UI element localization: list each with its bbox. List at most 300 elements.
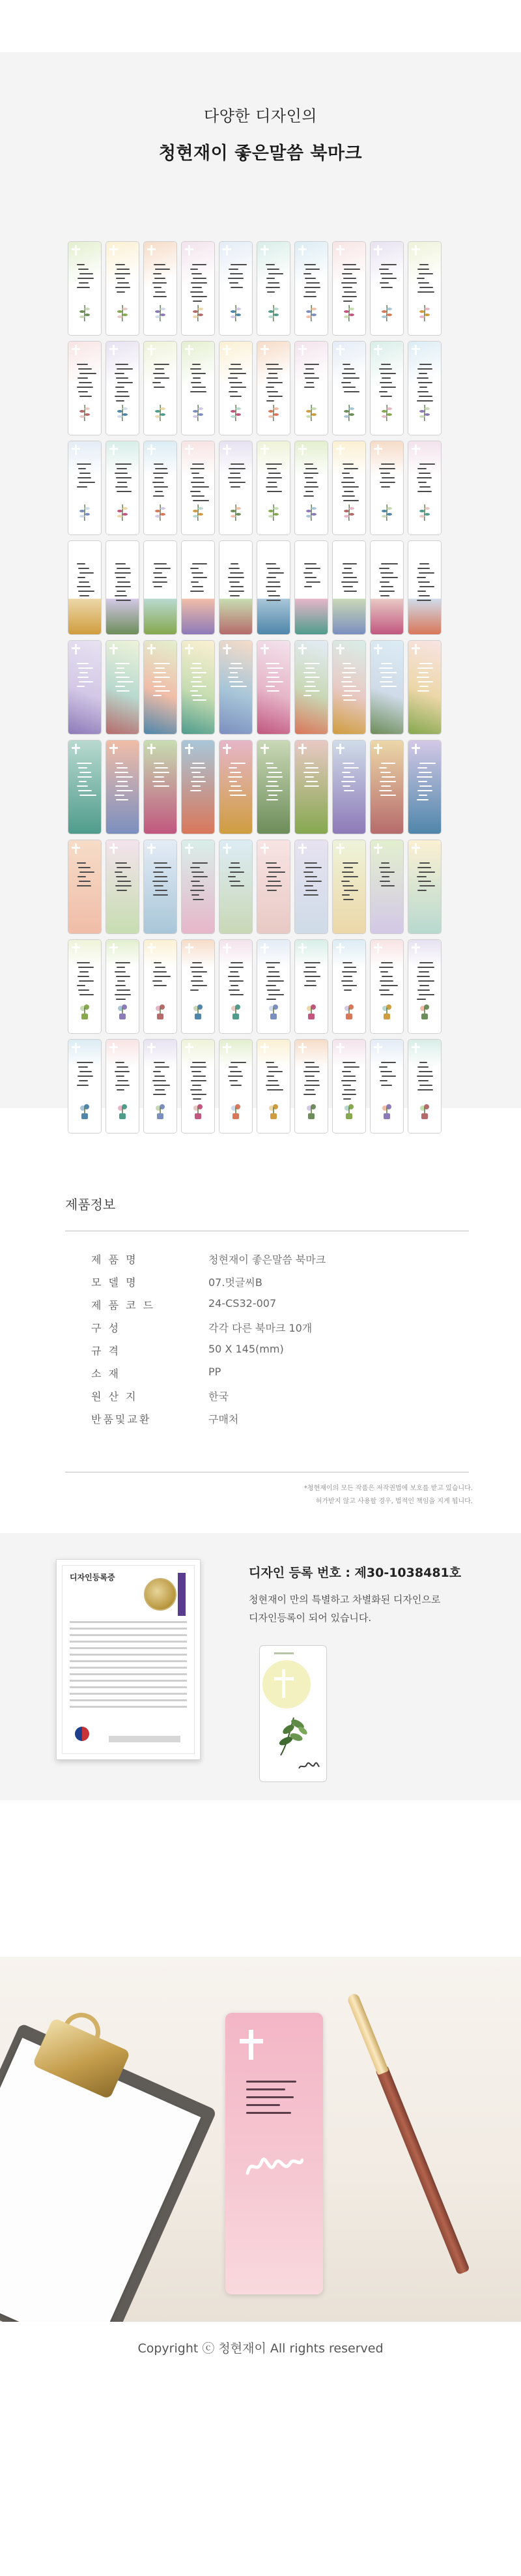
bookmark-thumbnail bbox=[68, 1039, 102, 1134]
cross-icon bbox=[415, 943, 417, 954]
bookmark-thumbnail bbox=[219, 1039, 253, 1134]
calligraphy-lines bbox=[266, 264, 283, 296]
cross-icon bbox=[113, 544, 115, 555]
calligraphy-lines bbox=[228, 364, 245, 400]
cross-bar bbox=[223, 448, 231, 450]
calligraphy-lines bbox=[190, 663, 207, 704]
cross-bar bbox=[412, 448, 420, 450]
bookmark-thumbnail bbox=[68, 640, 102, 735]
plant-illustration-icon bbox=[191, 1102, 205, 1120]
bookmark-thumbnail bbox=[294, 939, 328, 1034]
bookmark-thumbnail bbox=[143, 840, 177, 934]
bookmark-thumbnail bbox=[408, 740, 442, 834]
cross-bar bbox=[260, 448, 269, 450]
plant-illustration-icon bbox=[153, 503, 167, 521]
cross-icon bbox=[226, 245, 228, 256]
bookmark-thumbnail bbox=[332, 441, 366, 535]
calligraphy-lines bbox=[341, 1062, 358, 1103]
bookmark-thumbnail bbox=[257, 840, 290, 934]
cross-icon bbox=[188, 345, 190, 355]
cross-icon bbox=[75, 744, 77, 754]
calligraphy-lines bbox=[152, 264, 169, 300]
info-key: 제 품 명 bbox=[91, 1253, 138, 1266]
cross-icon bbox=[339, 544, 341, 555]
calligraphy-lines bbox=[341, 962, 358, 994]
bookmark-thumbnail bbox=[332, 740, 366, 834]
plant-illustration-icon bbox=[304, 503, 318, 521]
calligraphy-lines bbox=[379, 763, 396, 799]
bookmark-thumbnail bbox=[219, 441, 253, 535]
bookmark-thumbnail bbox=[257, 441, 290, 535]
calligraphy-lines bbox=[228, 763, 245, 799]
cross-icon bbox=[282, 1669, 285, 1698]
bookmark-thumbnail bbox=[257, 640, 290, 735]
cross-icon bbox=[150, 245, 152, 256]
bookmark-thumbnail bbox=[106, 241, 139, 336]
bookmark-thumbnail bbox=[257, 1039, 290, 1134]
cross-bar bbox=[298, 1046, 307, 1048]
plant-illustration-icon bbox=[77, 503, 92, 521]
calligraphy-lines bbox=[115, 663, 132, 695]
info-row bbox=[91, 1366, 456, 1388]
cross-icon bbox=[264, 1043, 266, 1053]
cross-bar bbox=[260, 1046, 269, 1048]
plant-illustration-icon bbox=[153, 304, 167, 322]
calligraphy-lines bbox=[77, 862, 94, 890]
plant-illustration-icon bbox=[229, 503, 243, 521]
cross-icon bbox=[75, 943, 77, 954]
calligraphy-lines bbox=[417, 364, 434, 405]
calligraphy-lines bbox=[115, 364, 132, 405]
plant-illustration-icon bbox=[77, 1102, 92, 1120]
calligraphy-lines bbox=[303, 663, 320, 699]
plant-illustration-icon bbox=[266, 1102, 281, 1120]
registration-certificate-image bbox=[56, 1559, 201, 1760]
bookmark-thumbnail bbox=[332, 1039, 366, 1134]
calligraphy-lines bbox=[303, 364, 320, 391]
cross-icon bbox=[226, 445, 228, 455]
plant-illustration-icon bbox=[380, 1002, 394, 1020]
cross-bar bbox=[109, 448, 118, 450]
plant-illustration-icon bbox=[77, 1002, 92, 1020]
cross-bar bbox=[336, 1046, 345, 1048]
notice-line-1: *청현재이의 모든 작품은 저작권법에 보호를 받고 있습니다. bbox=[303, 1485, 473, 1492]
government-emblem-icon bbox=[75, 1727, 89, 1741]
calligraphy-lines bbox=[417, 663, 434, 695]
cross-bar bbox=[72, 747, 80, 749]
cross-icon bbox=[188, 644, 190, 654]
bookmark-thumbnail bbox=[68, 441, 102, 535]
cross-bar bbox=[260, 647, 269, 649]
plant-illustration-icon bbox=[77, 403, 92, 422]
cross-icon bbox=[150, 544, 152, 555]
info-key: 규 격 bbox=[91, 1345, 120, 1357]
cross-icon bbox=[264, 544, 266, 555]
cross-bar bbox=[240, 2039, 263, 2043]
cross-bar bbox=[374, 348, 382, 350]
calligraphy-lines bbox=[303, 1062, 320, 1098]
cross-icon bbox=[188, 843, 190, 854]
calligraphy-lines bbox=[266, 1062, 283, 1094]
plant-illustration-icon bbox=[229, 304, 243, 322]
plant-illustration-icon bbox=[191, 503, 205, 521]
calligraphy-lines bbox=[303, 763, 320, 790]
gallery-title: 청현재이 좋은말씀 북마크 bbox=[158, 143, 363, 164]
cross-icon bbox=[264, 345, 266, 355]
cross-icon bbox=[415, 245, 417, 256]
info-value: 07.멋글씨B bbox=[208, 1276, 262, 1289]
plant-illustration-icon bbox=[153, 1102, 167, 1120]
plant-illustration-icon bbox=[342, 304, 356, 322]
cross-bar bbox=[298, 548, 307, 549]
cross-icon bbox=[188, 744, 190, 754]
cross-bar bbox=[72, 248, 80, 250]
calligraphy-lines bbox=[341, 463, 358, 505]
cross-bar bbox=[147, 548, 156, 549]
cross-bar bbox=[109, 348, 118, 350]
calligraphy-lines bbox=[77, 1062, 94, 1089]
plant-illustration-icon bbox=[380, 403, 394, 422]
cross-icon bbox=[415, 843, 417, 854]
cross-bar bbox=[223, 747, 231, 749]
bookmark-thumbnail bbox=[106, 341, 139, 435]
plant-illustration-icon bbox=[115, 403, 130, 422]
design-registration-section bbox=[0, 1533, 521, 1800]
bookmark-thumbnail bbox=[106, 939, 139, 1034]
plant-illustration-icon bbox=[191, 304, 205, 322]
calligraphy-lines bbox=[417, 962, 434, 1003]
plant-illustration-icon bbox=[342, 1002, 356, 1020]
cross-bar bbox=[72, 548, 80, 549]
cross-bar bbox=[109, 1046, 118, 1048]
cross-icon bbox=[75, 1043, 77, 1053]
info-key: 소 재 bbox=[91, 1368, 120, 1380]
cross-bar bbox=[274, 1677, 294, 1680]
bookmark-thumbnail bbox=[408, 540, 442, 635]
plant-illustration-icon bbox=[77, 304, 92, 322]
cross-icon bbox=[264, 744, 266, 754]
cross-bar bbox=[147, 1046, 156, 1048]
bookmark-thumbnail bbox=[219, 341, 253, 435]
calligraphy-lines bbox=[303, 264, 320, 300]
cross-bar bbox=[185, 946, 193, 948]
bookmark-thumbnail bbox=[408, 640, 442, 735]
calligraphy-lines bbox=[379, 463, 396, 491]
bookmark-thumbnail bbox=[257, 939, 290, 1034]
info-key: 반품및교환 bbox=[91, 1413, 152, 1426]
calligraphy-lines bbox=[303, 463, 320, 500]
cross-bar bbox=[298, 248, 307, 250]
calligraphy-lines bbox=[379, 962, 396, 999]
cross-bar bbox=[412, 348, 420, 350]
calligraphy-lines bbox=[417, 264, 434, 296]
bookmark-thumbnail bbox=[106, 1039, 139, 1134]
cross-bar bbox=[412, 548, 420, 549]
cross-bar bbox=[336, 348, 345, 350]
info-value: 청현재이 좋은말씀 북마크 bbox=[208, 1253, 326, 1266]
cross-icon bbox=[415, 345, 417, 355]
cross-bar bbox=[336, 647, 345, 649]
calligraphy-lines bbox=[152, 463, 169, 500]
info-key: 모 델 명 bbox=[91, 1276, 138, 1289]
bookmark-thumbnail bbox=[370, 341, 404, 435]
bookmark-grid bbox=[68, 241, 442, 1134]
bookmark-thumbnail bbox=[181, 1039, 215, 1134]
bookmark-thumbnail bbox=[219, 640, 253, 735]
info-row bbox=[91, 1251, 456, 1274]
bookmark-thumbnail bbox=[294, 640, 328, 735]
calligraphy-lines bbox=[266, 463, 283, 495]
bookmark-thumbnail bbox=[106, 840, 139, 934]
bookmark-thumbnail bbox=[408, 441, 442, 535]
product-info-table bbox=[91, 1251, 456, 1434]
cross-icon bbox=[113, 644, 115, 654]
calligraphy-lines bbox=[341, 862, 358, 903]
cross-icon bbox=[302, 445, 303, 455]
footer-copyright: Copyright ⓒ 청현재이 All rights reserved bbox=[137, 2341, 384, 2356]
signature-line bbox=[109, 1736, 180, 1742]
bookmark-thumbnail bbox=[370, 640, 404, 735]
bookmark-thumbnail bbox=[332, 840, 366, 934]
bookmark-thumbnail bbox=[219, 840, 253, 934]
cross-icon bbox=[226, 943, 228, 954]
calligraphy-lines bbox=[190, 962, 207, 994]
cross-icon bbox=[150, 744, 152, 754]
bookmark-thumbnail bbox=[106, 740, 139, 834]
cross-bar bbox=[223, 1046, 231, 1048]
plant-illustration-icon bbox=[115, 304, 130, 322]
registration-number: 디자인 등록 번호 : 제30-1038481호 bbox=[249, 1566, 462, 1580]
cross-icon bbox=[377, 445, 379, 455]
cross-bar bbox=[147, 647, 156, 649]
cross-bar bbox=[336, 248, 345, 250]
cross-bar bbox=[412, 747, 420, 749]
bookmark-thumbnail bbox=[143, 740, 177, 834]
certificate-ribbon bbox=[178, 1573, 186, 1616]
bookmark-thumbnail bbox=[143, 640, 177, 735]
calligraphy-lines bbox=[190, 862, 207, 903]
plant-illustration-icon bbox=[417, 304, 432, 322]
cross-bar bbox=[298, 647, 307, 649]
calligraphy-lines bbox=[190, 563, 207, 595]
cross-bar bbox=[374, 448, 382, 450]
cross-icon bbox=[415, 1043, 417, 1053]
registration-description bbox=[249, 1590, 483, 1627]
cross-bar bbox=[185, 548, 193, 549]
cross-icon bbox=[75, 644, 77, 654]
cross-icon bbox=[188, 1043, 190, 1053]
bookmark-thumbnail bbox=[370, 540, 404, 635]
cross-bar bbox=[72, 1046, 80, 1048]
calligraphy-mark bbox=[298, 1762, 320, 1771]
cross-icon bbox=[264, 843, 266, 854]
cross-bar bbox=[223, 647, 231, 649]
cross-bar bbox=[185, 448, 193, 450]
bookmark-thumbnail bbox=[370, 840, 404, 934]
bookmark-thumbnail bbox=[257, 241, 290, 336]
plant-illustration-icon bbox=[380, 1102, 394, 1120]
calligraphy-lines bbox=[266, 663, 283, 695]
cross-icon bbox=[150, 445, 152, 455]
cross-icon bbox=[377, 943, 379, 954]
calligraphy-lines bbox=[228, 563, 245, 600]
cross-icon bbox=[75, 345, 77, 355]
plant-illustration-icon bbox=[417, 1102, 432, 1120]
plant-illustration-icon bbox=[342, 503, 356, 521]
calligraphy-lines bbox=[228, 264, 245, 291]
calligraphy-lines bbox=[417, 463, 434, 495]
cross-bar bbox=[374, 248, 382, 250]
info-key: 원 산 지 bbox=[91, 1390, 138, 1403]
cross-bar bbox=[72, 847, 80, 849]
cross-bar bbox=[185, 248, 193, 250]
cross-icon bbox=[339, 744, 341, 754]
plant-illustration-icon bbox=[417, 1002, 432, 1020]
plant-illustration-icon bbox=[417, 403, 432, 422]
calligraphy-lines bbox=[190, 364, 207, 396]
cross-icon bbox=[75, 544, 77, 555]
calligraphy-lines bbox=[228, 862, 245, 890]
cross-bar bbox=[109, 548, 118, 549]
bookmark-thumbnail bbox=[257, 740, 290, 834]
cross-bar bbox=[185, 1046, 193, 1048]
cross-bar bbox=[412, 647, 420, 649]
plant-illustration-icon bbox=[304, 304, 318, 322]
bookmark-thumbnail bbox=[106, 441, 139, 535]
cross-bar bbox=[72, 647, 80, 649]
leaf-illustration-icon bbox=[274, 1711, 313, 1757]
cross-bar bbox=[298, 946, 307, 948]
info-row bbox=[91, 1343, 456, 1366]
calligraphy-lines bbox=[115, 862, 132, 894]
cross-icon bbox=[377, 644, 379, 654]
cross-icon bbox=[302, 245, 303, 256]
plant-illustration-icon bbox=[304, 1002, 318, 1020]
cross-bar bbox=[412, 847, 420, 849]
pink-bookmark-image bbox=[225, 2013, 323, 2294]
plant-illustration-icon bbox=[266, 503, 281, 521]
plant-illustration-icon bbox=[342, 1102, 356, 1120]
cross-icon bbox=[249, 2030, 253, 2060]
info-value: 24-CS32-007 bbox=[208, 1297, 277, 1310]
cross-bar bbox=[260, 747, 269, 749]
cross-icon bbox=[226, 1043, 228, 1053]
cross-bar bbox=[336, 946, 345, 948]
cross-icon bbox=[113, 345, 115, 355]
cross-bar bbox=[374, 747, 382, 749]
cross-icon bbox=[339, 1043, 341, 1053]
plant-illustration-icon bbox=[342, 403, 356, 422]
copyright-notice bbox=[65, 1482, 473, 1508]
plant-illustration-icon bbox=[191, 1002, 205, 1020]
info-value: 50 X 145(mm) bbox=[208, 1343, 284, 1355]
calligraphy-lines bbox=[379, 862, 396, 890]
cross-icon bbox=[377, 345, 379, 355]
cross-icon bbox=[150, 345, 152, 355]
cross-icon bbox=[113, 943, 115, 954]
plant-illustration-icon bbox=[380, 503, 394, 521]
cross-bar bbox=[223, 548, 231, 549]
plant-illustration-icon bbox=[417, 503, 432, 521]
bookmark-thumbnail bbox=[408, 840, 442, 934]
bookmark-thumbnail bbox=[219, 939, 253, 1034]
calligraphy-lines bbox=[77, 663, 94, 690]
info-key: 제 품 코 드 bbox=[91, 1299, 156, 1311]
product-info-title: 제품정보 bbox=[65, 1197, 116, 1212]
cross-bar bbox=[336, 847, 345, 849]
calligraphy-lines bbox=[115, 563, 132, 604]
cross-bar bbox=[72, 448, 80, 450]
bookmark-thumbnail bbox=[181, 840, 215, 934]
calligraphy-lines bbox=[190, 1062, 207, 1103]
calligraphy-lines bbox=[379, 563, 396, 600]
bookmark-thumbnail bbox=[370, 241, 404, 336]
bookmark-thumbnail bbox=[332, 640, 366, 735]
cross-icon bbox=[377, 843, 379, 854]
info-key: 구 성 bbox=[91, 1322, 120, 1334]
cross-icon bbox=[150, 843, 152, 854]
cross-icon bbox=[339, 345, 341, 355]
info-value: 각각 다른 북마크 10개 bbox=[208, 1322, 313, 1334]
bookmark-thumbnail bbox=[143, 441, 177, 535]
bookmark-thumbnail bbox=[332, 540, 366, 635]
cross-icon bbox=[415, 744, 417, 754]
cross-bar bbox=[223, 348, 231, 350]
cross-icon bbox=[75, 445, 77, 455]
bookmark-thumbnail bbox=[143, 540, 177, 635]
calligraphy-lines bbox=[77, 763, 94, 799]
cross-icon bbox=[113, 445, 115, 455]
cross-icon bbox=[264, 245, 266, 256]
calligraphy-lines bbox=[77, 463, 94, 491]
bookmark-thumbnail bbox=[370, 441, 404, 535]
cross-bar bbox=[223, 248, 231, 250]
cross-bar bbox=[412, 1046, 420, 1048]
registered-bookmark-image bbox=[259, 1645, 327, 1782]
calligraphy-lines bbox=[341, 763, 358, 795]
calligraphy-lines bbox=[379, 264, 396, 291]
registration-desc-line-1: 청현재이 만의 특별하고 차별화된 디자인으로 bbox=[249, 1594, 441, 1605]
cross-bar bbox=[109, 946, 118, 948]
cross-bar bbox=[336, 747, 345, 749]
info-row bbox=[91, 1388, 456, 1411]
calligraphy-lines bbox=[152, 962, 169, 989]
calligraphy-lines bbox=[77, 364, 94, 400]
calligraphy-lines bbox=[266, 763, 283, 804]
bookmark-thumbnail bbox=[294, 840, 328, 934]
cross-icon bbox=[113, 843, 115, 854]
plant-illustration-icon bbox=[229, 1102, 243, 1120]
cross-bar bbox=[185, 747, 193, 749]
info-row bbox=[91, 1297, 456, 1320]
cross-icon bbox=[264, 445, 266, 455]
bookmark-thumbnail bbox=[257, 540, 290, 635]
gallery-subtitle: 다양한 디자인의 bbox=[204, 107, 317, 125]
calligraphy-lines bbox=[152, 1062, 169, 1098]
calligraphy-lines bbox=[417, 763, 434, 804]
plant-illustration-icon bbox=[304, 1102, 318, 1120]
cross-bar bbox=[260, 847, 269, 849]
info-value: 구매처 bbox=[208, 1413, 239, 1426]
cross-bar bbox=[223, 946, 231, 948]
calligraphy-lines bbox=[341, 264, 358, 305]
cross-icon bbox=[302, 345, 303, 355]
bookmark-thumbnail bbox=[332, 241, 366, 336]
plant-illustration-icon bbox=[115, 1102, 130, 1120]
calligraphy-lines bbox=[417, 862, 434, 894]
bookmark-thumbnail bbox=[143, 1039, 177, 1134]
calligraphy-lines bbox=[303, 563, 320, 591]
